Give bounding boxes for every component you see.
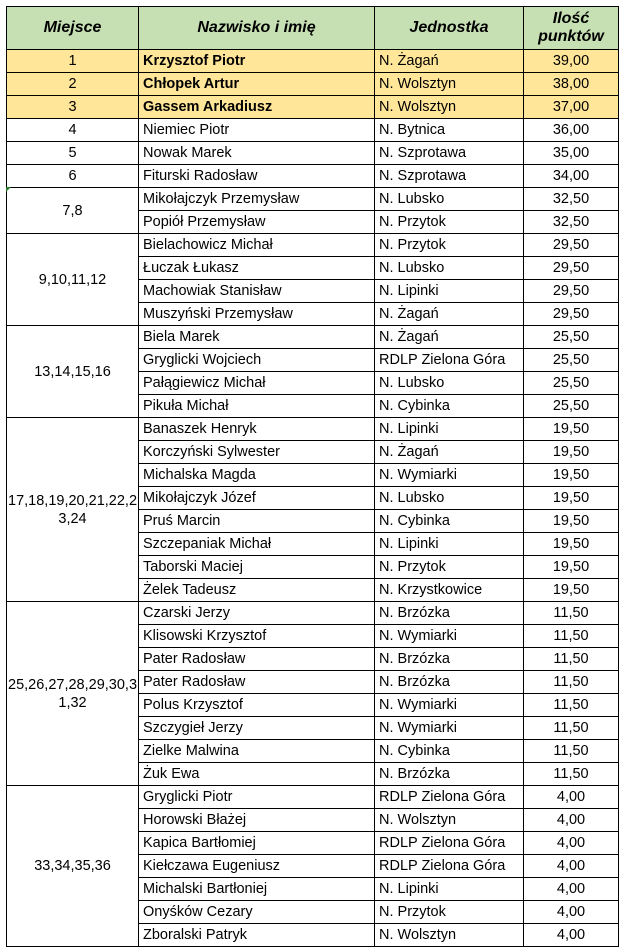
unit-cell: N. Szprotawa <box>375 142 524 165</box>
points-cell: 29,50 <box>524 234 619 257</box>
points-cell: 4,00 <box>524 809 619 832</box>
points-cell: 29,50 <box>524 257 619 280</box>
unit-cell: N. Brzózka <box>375 671 524 694</box>
unit-cell: N. Wolsztyn <box>375 73 524 96</box>
points-cell: 11,50 <box>524 694 619 717</box>
name-cell: Żuk Ewa <box>139 763 375 786</box>
points-cell: 32,50 <box>524 211 619 234</box>
table-row <box>7 142 619 165</box>
place-cell: 25,26,27,28,29,30,31,32 <box>7 602 139 786</box>
points-cell: 34,00 <box>524 165 619 188</box>
place-cell: 4 <box>7 119 139 142</box>
name-cell: Gryglicki Piotr <box>139 786 375 809</box>
name-cell: Michalska Magda <box>139 464 375 487</box>
place-cell: 17,18,19,20,21,22,23,24 <box>7 418 139 602</box>
unit-cell: N. Lipinki <box>375 878 524 901</box>
place-cell: 5 <box>7 142 139 165</box>
name-cell: Fiturski Radosław <box>139 165 375 188</box>
unit-cell: RDLP Zielona Góra <box>375 855 524 878</box>
header-row <box>7 7 619 50</box>
points-cell: 4,00 <box>524 878 619 901</box>
points-cell: 25,50 <box>524 372 619 395</box>
points-cell: 11,50 <box>524 648 619 671</box>
name-cell: Kapica Bartłomiej <box>139 832 375 855</box>
unit-cell: N. Brzózka <box>375 602 524 625</box>
unit-cell: RDLP Zielona Góra <box>375 832 524 855</box>
points-cell: 38,00 <box>524 73 619 96</box>
name-cell: Pałągiewicz Michał <box>139 372 375 395</box>
unit-cell: N. Wolsztyn <box>375 96 524 119</box>
name-cell: Niemiec Piotr <box>139 119 375 142</box>
name-cell: Horowski Błażej <box>139 809 375 832</box>
name-cell: Polus Krzysztof <box>139 694 375 717</box>
points-cell: 29,50 <box>524 280 619 303</box>
unit-cell: N. Szprotawa <box>375 165 524 188</box>
table-row <box>7 96 619 119</box>
name-cell: Szczygieł Jerzy <box>139 717 375 740</box>
table-row <box>7 73 619 96</box>
unit-cell: N. Wymiarki <box>375 694 524 717</box>
name-cell: Mikołajczyk Józef <box>139 487 375 510</box>
name-cell: Michalski Bartłoniej <box>139 878 375 901</box>
points-cell: 4,00 <box>524 855 619 878</box>
points-cell: 4,00 <box>524 832 619 855</box>
place-cell: 2 <box>7 73 139 96</box>
unit-cell: N. Żagań <box>375 326 524 349</box>
table-row <box>7 119 619 142</box>
points-cell: 36,00 <box>524 119 619 142</box>
name-cell: Banaszek Henryk <box>139 418 375 441</box>
points-cell: 19,50 <box>524 441 619 464</box>
unit-cell: N. Brzózka <box>375 648 524 671</box>
name-cell: Machowiak Stanisław <box>139 280 375 303</box>
unit-cell: N. Lipinki <box>375 418 524 441</box>
unit-cell: N. Cybinka <box>375 740 524 763</box>
name-cell: Onyśków Cezary <box>139 901 375 924</box>
points-cell: 19,50 <box>524 418 619 441</box>
points-cell: 37,00 <box>524 96 619 119</box>
name-cell: Popiół Przemysław <box>139 211 375 234</box>
unit-cell: N. Bytnica <box>375 119 524 142</box>
table-row <box>7 418 619 441</box>
name-cell: Taborski Maciej <box>139 556 375 579</box>
points-cell: 4,00 <box>524 786 619 809</box>
unit-cell: N. Żagań <box>375 50 524 73</box>
points-cell: 19,50 <box>524 579 619 602</box>
unit-cell: N. Brzózka <box>375 763 524 786</box>
header-unit: Jednostka <box>375 7 524 50</box>
name-cell: Biela Marek <box>139 326 375 349</box>
unit-cell: N. Przytok <box>375 211 524 234</box>
table-row <box>7 234 619 257</box>
unit-cell: N. Wymiarki <box>375 464 524 487</box>
cell-comment-marker <box>6 187 11 192</box>
unit-cell: N. Krzystkowice <box>375 579 524 602</box>
unit-cell: N. Wymiarki <box>375 717 524 740</box>
name-cell: Szczepaniak Michał <box>139 533 375 556</box>
unit-cell: N. Cybinka <box>375 395 524 418</box>
header-place: Miejsce <box>7 7 139 50</box>
name-cell: Nowak Marek <box>139 142 375 165</box>
points-cell: 11,50 <box>524 763 619 786</box>
unit-cell: N. Lubsko <box>375 257 524 280</box>
points-cell: 4,00 <box>524 924 619 947</box>
points-cell: 25,50 <box>524 395 619 418</box>
unit-cell: N. Przytok <box>375 556 524 579</box>
table-row <box>7 786 619 809</box>
unit-cell: N. Wolsztyn <box>375 809 524 832</box>
unit-cell: N. Lipinki <box>375 280 524 303</box>
unit-cell: RDLP Zielona Góra <box>375 786 524 809</box>
table-row <box>7 326 619 349</box>
name-cell: Pikuła Michał <box>139 395 375 418</box>
results-table <box>6 6 619 947</box>
name-cell: Pater Radosław <box>139 671 375 694</box>
unit-cell: N. Żagań <box>375 441 524 464</box>
points-cell: 29,50 <box>524 303 619 326</box>
points-cell: 35,00 <box>524 142 619 165</box>
points-cell: 11,50 <box>524 625 619 648</box>
name-cell: Korczyński Sylwester <box>139 441 375 464</box>
place-cell: 33,34,35,36 <box>7 786 139 947</box>
name-cell: Krzysztof Piotr <box>139 50 375 73</box>
place-cell: 13,14,15,16 <box>7 326 139 418</box>
unit-cell: RDLP Zielona Góra <box>375 349 524 372</box>
name-cell: Żelek Tadeusz <box>139 579 375 602</box>
unit-cell: N. Wymiarki <box>375 625 524 648</box>
unit-cell: N. Lubsko <box>375 372 524 395</box>
name-cell: Chłopek Artur <box>139 73 375 96</box>
place-cell: 3 <box>7 96 139 119</box>
place-cell: 1 <box>7 50 139 73</box>
name-cell: Łuczak Łukasz <box>139 257 375 280</box>
unit-cell: N. Przytok <box>375 234 524 257</box>
name-cell: Mikołajczyk Przemysław <box>139 188 375 211</box>
name-cell: Gassem Arkadiusz <box>139 96 375 119</box>
name-cell: Muszyński Przemysław <box>139 303 375 326</box>
name-cell: Zielke Malwina <box>139 740 375 763</box>
table-row <box>7 165 619 188</box>
points-cell: 11,50 <box>524 740 619 763</box>
points-cell: 25,50 <box>524 349 619 372</box>
name-cell: Pater Radosław <box>139 648 375 671</box>
header-name: Nazwisko i imię <box>139 7 375 50</box>
name-cell: Bielachowicz Michał <box>139 234 375 257</box>
points-cell: 19,50 <box>524 556 619 579</box>
name-cell: Pruś Marcin <box>139 510 375 533</box>
points-cell: 39,00 <box>524 50 619 73</box>
unit-cell: N. Lubsko <box>375 487 524 510</box>
points-cell: 25,50 <box>524 326 619 349</box>
unit-cell: N. Lipinki <box>375 533 524 556</box>
points-cell: 19,50 <box>524 533 619 556</box>
table-row <box>7 188 619 211</box>
points-cell: 19,50 <box>524 510 619 533</box>
table-row <box>7 50 619 73</box>
points-cell: 19,50 <box>524 464 619 487</box>
name-cell: Gryglicki Wojciech <box>139 349 375 372</box>
name-cell: Zboralski Patryk <box>139 924 375 947</box>
place-cell: 7,8 <box>7 188 139 234</box>
unit-cell: N. Cybinka <box>375 510 524 533</box>
name-cell: Klisowski Krzysztof <box>139 625 375 648</box>
unit-cell: N. Wolsztyn <box>375 924 524 947</box>
name-cell: Czarski Jerzy <box>139 602 375 625</box>
unit-cell: N. Przytok <box>375 901 524 924</box>
name-cell: Kiełczawa Eugeniusz <box>139 855 375 878</box>
points-cell: 11,50 <box>524 671 619 694</box>
unit-cell: N. Żagań <box>375 303 524 326</box>
points-cell: 32,50 <box>524 188 619 211</box>
points-cell: 11,50 <box>524 717 619 740</box>
points-cell: 11,50 <box>524 602 619 625</box>
unit-cell: N. Lubsko <box>375 188 524 211</box>
points-cell: 4,00 <box>524 901 619 924</box>
results-body <box>7 50 619 947</box>
place-cell: 6 <box>7 165 139 188</box>
points-cell: 19,50 <box>524 487 619 510</box>
table-row <box>7 602 619 625</box>
header-points: Ilość punktów <box>524 7 619 50</box>
place-cell: 9,10,11,12 <box>7 234 139 326</box>
